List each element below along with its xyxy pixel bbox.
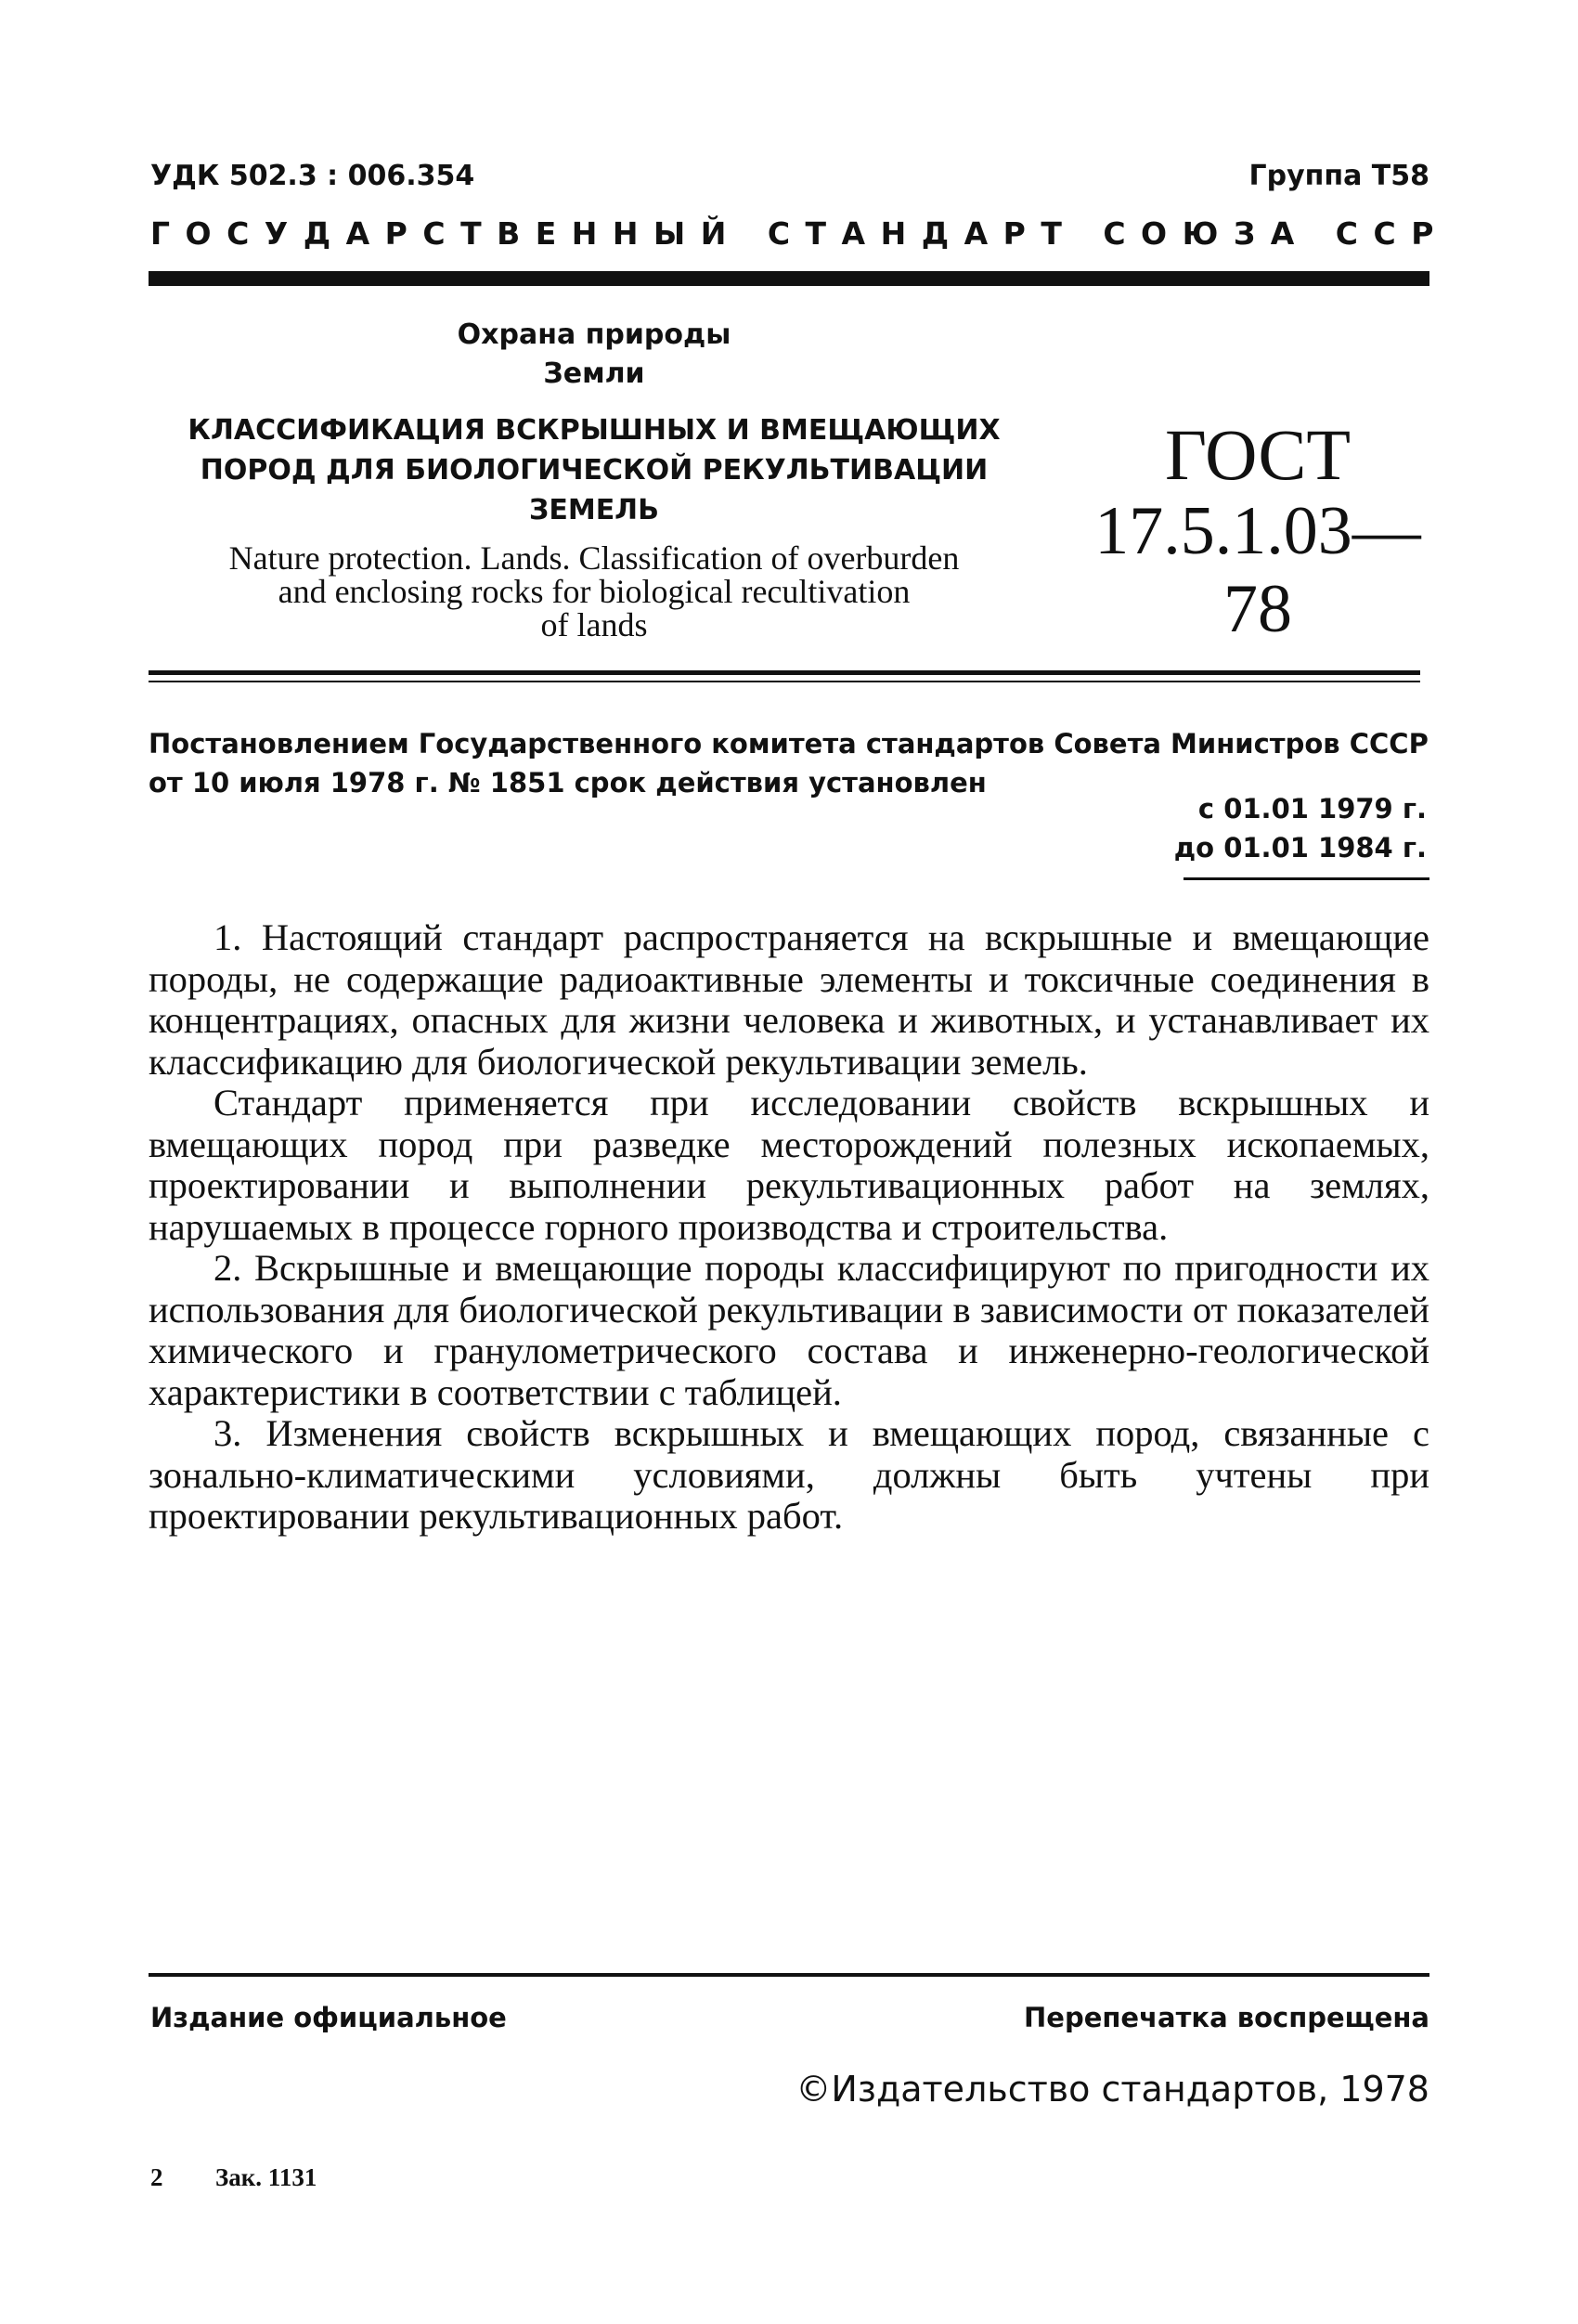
header-rule <box>149 271 1429 286</box>
title-english-line2: and enclosing rocks for biological recultivation <box>278 573 911 610</box>
body-text <box>149 917 1429 1538</box>
gost-word: ГОСТ <box>1164 414 1352 495</box>
copyright: ©Издательство стандартов, 1978 <box>795 2069 1429 2110</box>
udk-code: УДК 502.3 : 006.354 <box>150 160 475 192</box>
state-standard-heading: ГОСУДАРСТВЕННЫЙ СТАНДАРТ СОЮЗА ССР <box>150 215 1449 252</box>
title-rule-thin <box>149 681 1420 682</box>
gost-number: 17.5.1.03—78 <box>1094 493 1421 647</box>
title-english <box>149 541 1040 642</box>
gost-designation <box>1077 414 1439 648</box>
title-english-line1: Nature protection. Lands. Classification of overburden <box>228 539 960 577</box>
paragraph-2: 2. Вскрышные и вмещающие породы классифицируют по пригодности их использования для биологической рекультивации в зависимости от показателей химического и гранулометрического состава и инженерно-геологической характеристики в соответствии с таблицей. <box>149 1247 1429 1413</box>
paragraph-3: 3. Изменения свойств вскрышных и вмещающих пород, связанные с зонально-климатическими условиями, должны быть учтены при проектировании рекультивационных работ. <box>149 1412 1429 1537</box>
date-to: до 01.01 1984 г. <box>1173 832 1427 863</box>
decree-line1: Постановлением Государственного комитета стандартов Совета Министров СССР <box>149 728 1429 760</box>
group-code: Группа Т58 <box>1248 160 1429 192</box>
reprint-notice: Перепечатка воспрещена <box>1024 2002 1429 2033</box>
validity-dates <box>1174 789 1427 867</box>
title-main-line1: КЛАССИФИКАЦИЯ ВСКРЫШНЫХ И ВМЕЩАЮЩИХ <box>188 414 1001 447</box>
title-block <box>149 316 1040 642</box>
title-english-line3: of lands <box>540 606 648 643</box>
title-rule <box>149 670 1420 675</box>
page-number: 2 <box>150 2163 163 2191</box>
decree-line2: от 10 июля 1978 г. № 1851 срок действия установлен <box>149 767 987 798</box>
order-number: Зак. 1131 <box>215 2163 317 2191</box>
title-category: Охрана природы <box>457 318 731 351</box>
title-main-line3: ЗЕМЕЛЬ <box>529 494 659 526</box>
official-edition: Издание официальное <box>150 2002 507 2033</box>
paragraph-1b: Стандарт применяется при исследовании свойств вскрышных и вмещающих пород при разведке месторождений полезных ископаемых, проектировании и выполнении рекультивационных работ на землях, нарушаемых в процессе горного производства и строительства. <box>149 1082 1429 1248</box>
date-from: с 01.01 1979 г. <box>1197 793 1427 824</box>
paragraph-1: 1. Настоящий стандарт распространяется на вскрышные и вмещающие породы, не содержащие радиоактивные элементы и токсичные соединения в концентрациях, опасных для жизни человека и животных, и устанавливает их классификацию для биологической рекультивации земель. <box>149 916 1429 1083</box>
footer-rule <box>149 1973 1429 1977</box>
date-underline <box>1184 877 1429 880</box>
title-main-line2: ПОРОД ДЛЯ БИОЛОГИЧЕСКОЙ РЕКУЛЬТИВАЦИИ <box>200 454 989 487</box>
title-subcategory: Земли <box>543 357 645 390</box>
